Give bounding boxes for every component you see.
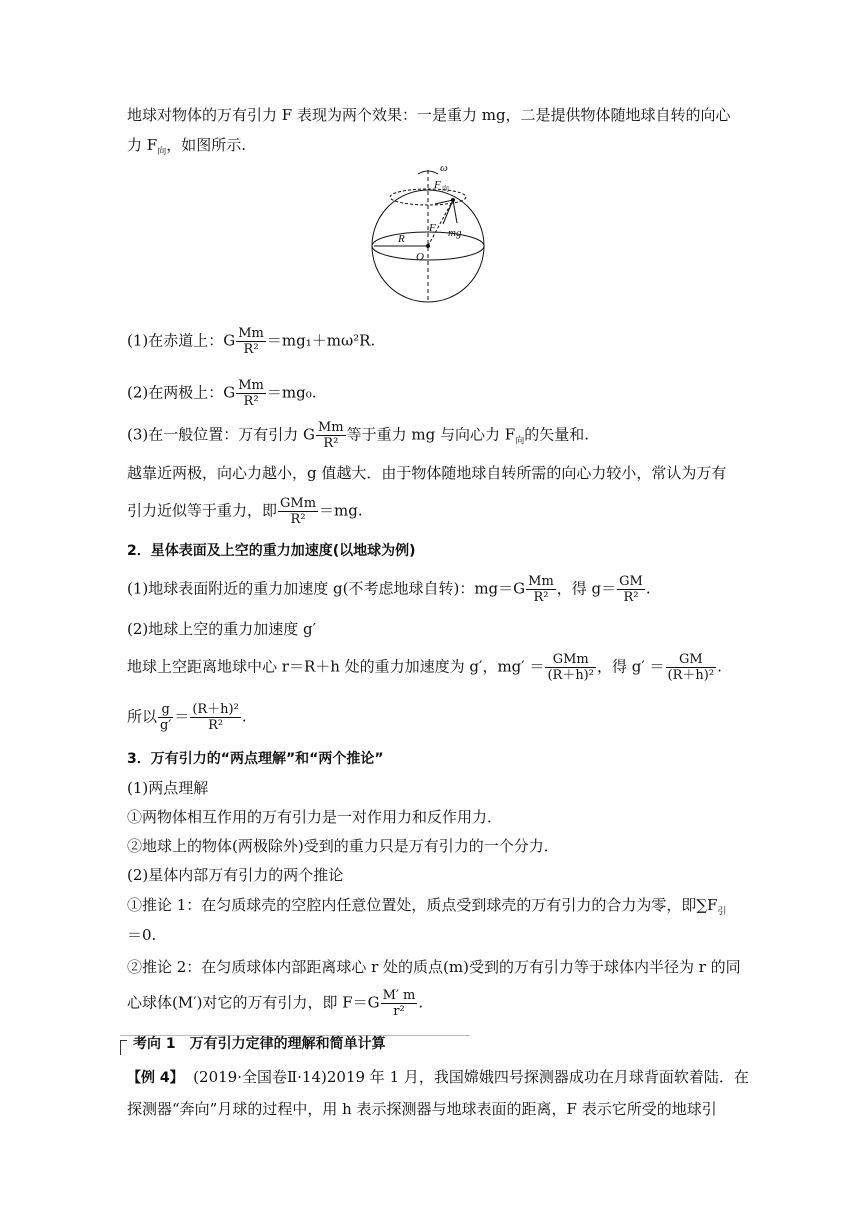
example-line-1: 【例 4】 (2019·全国卷Ⅱ·14)2019 年 1 月，我国嫦娥四号探测器成功在月球背面软着陆．在 <box>127 1068 749 1086</box>
omega-label: ω <box>440 162 448 174</box>
s3-l2: ①两物体相互作用的万有引力是一对作用力和反作用力． <box>127 808 503 826</box>
s3-l3: ②地球上的物体(两极除外)受到的重力只是万有引力的一个分力． <box>127 837 559 855</box>
f-xiang-sub: 向 <box>442 185 449 193</box>
example-tag: 【例 4】 <box>127 1070 184 1086</box>
intro-line-2 <box>127 134 246 163</box>
f-label: F <box>429 222 436 234</box>
intro-line-1: 地球对物体的万有引力 F 表现为两个效果：一是重力 mg，二是提供物体随地球自转的向心 <box>127 106 731 124</box>
intro-text-end: ，如图所示. <box>166 136 246 154</box>
altitude-gravity-formula: 地球上空距离地球中心 r＝R＋h 处的重力加速度为 g′，mg′ ＝ $\frac{\text{GMm}}{\text{(R＋h)²}}$ ，得 g′ ＝ $\frac{GM}{\text{(R＋h)²}}$ . <box>127 652 722 683</box>
kaoxiang-label: 考向 1 万有引力定律的理解和简单计算 <box>133 1036 386 1052</box>
f-xiang-label: F <box>434 179 441 191</box>
s3-l6: ＝0. <box>127 926 157 944</box>
r-label: R <box>398 233 405 245</box>
intro-sub: 向 <box>157 147 167 157</box>
surface-gravity: (1)地球表面附近的重力加速度 g(不考虑地球自转)：mg＝G $\frac{Mm}{\text{R²}}$ ，得 g＝ $\frac{GM}{\text{R²}}$ . <box>127 574 651 605</box>
pole-formula: (2)在两极上：G $\frac{Mm}{\text{R²}}$ ＝mg₀. <box>127 378 317 409</box>
intro-text: 力 F <box>127 136 158 154</box>
s3-l8: 心球体(M′)对它的万有引力，即 F＝G $\frac{M' m}{\text{r²}}$ . <box>127 988 424 1019</box>
mg-arrow <box>453 200 457 223</box>
earth-rotation-diagram <box>360 160 500 305</box>
section-2-title: 2．星体表面及上空的重力加速度(以地球为例) <box>127 543 416 559</box>
gravity-ratio: 所以 $\frac{g}{g'}$ ＝ $\frac{\text{(R＋h)²}}{\text{R²}}$ . <box>127 702 247 733</box>
pole-note-2: 引力近似等于重力，即 $\frac{\text{GMm}}{\text{R²}}$ ＝mg. <box>127 496 363 527</box>
s3-l4: (2)星体内部万有引力的两个推论 <box>127 866 344 884</box>
s3-l5: ①推论 1：在匀质球壳的空腔内任意位置处，质点受到球壳的万有引力的合力为零，即$\sum F_引$ <box>127 896 727 917</box>
s3-l1: (1)两点理解 <box>127 779 209 797</box>
o-label: O <box>416 251 424 263</box>
section-3-title: 3．万有引力的“两点理解”和“两个推论” <box>127 751 384 767</box>
mg-label: mg <box>448 227 462 239</box>
pole-note-1: 越靠近两极，向心力越小，g 值越大．由于物体随地球自转所需的向心力较小，常认为万有 <box>127 464 727 482</box>
general-formula: (3)在一般位置：万有引力 G $\frac{Mm}{\text{R²}}$ 等于重力 mg 与向心力 $F_向$的矢量和. <box>127 420 589 451</box>
equator-formula: (1)在赤道上：G $\frac{Mm}{\text{R²}}$ ＝mg₁＋mω²R. <box>127 326 376 357</box>
example-line-2: 探测器“奔向”月球的过程中，用 h 表示探测器与地球表面的距离，F 表示它所受的地球引 <box>127 1100 717 1118</box>
altitude-gravity-title: (2)地球上空的重力加速度 g′ <box>127 620 317 638</box>
s3-l7: ②推论 2：在匀质球体内部距离球心 r 处的质点(m)受到的万有引力等于球体内半径为 r 的同 <box>127 958 741 976</box>
